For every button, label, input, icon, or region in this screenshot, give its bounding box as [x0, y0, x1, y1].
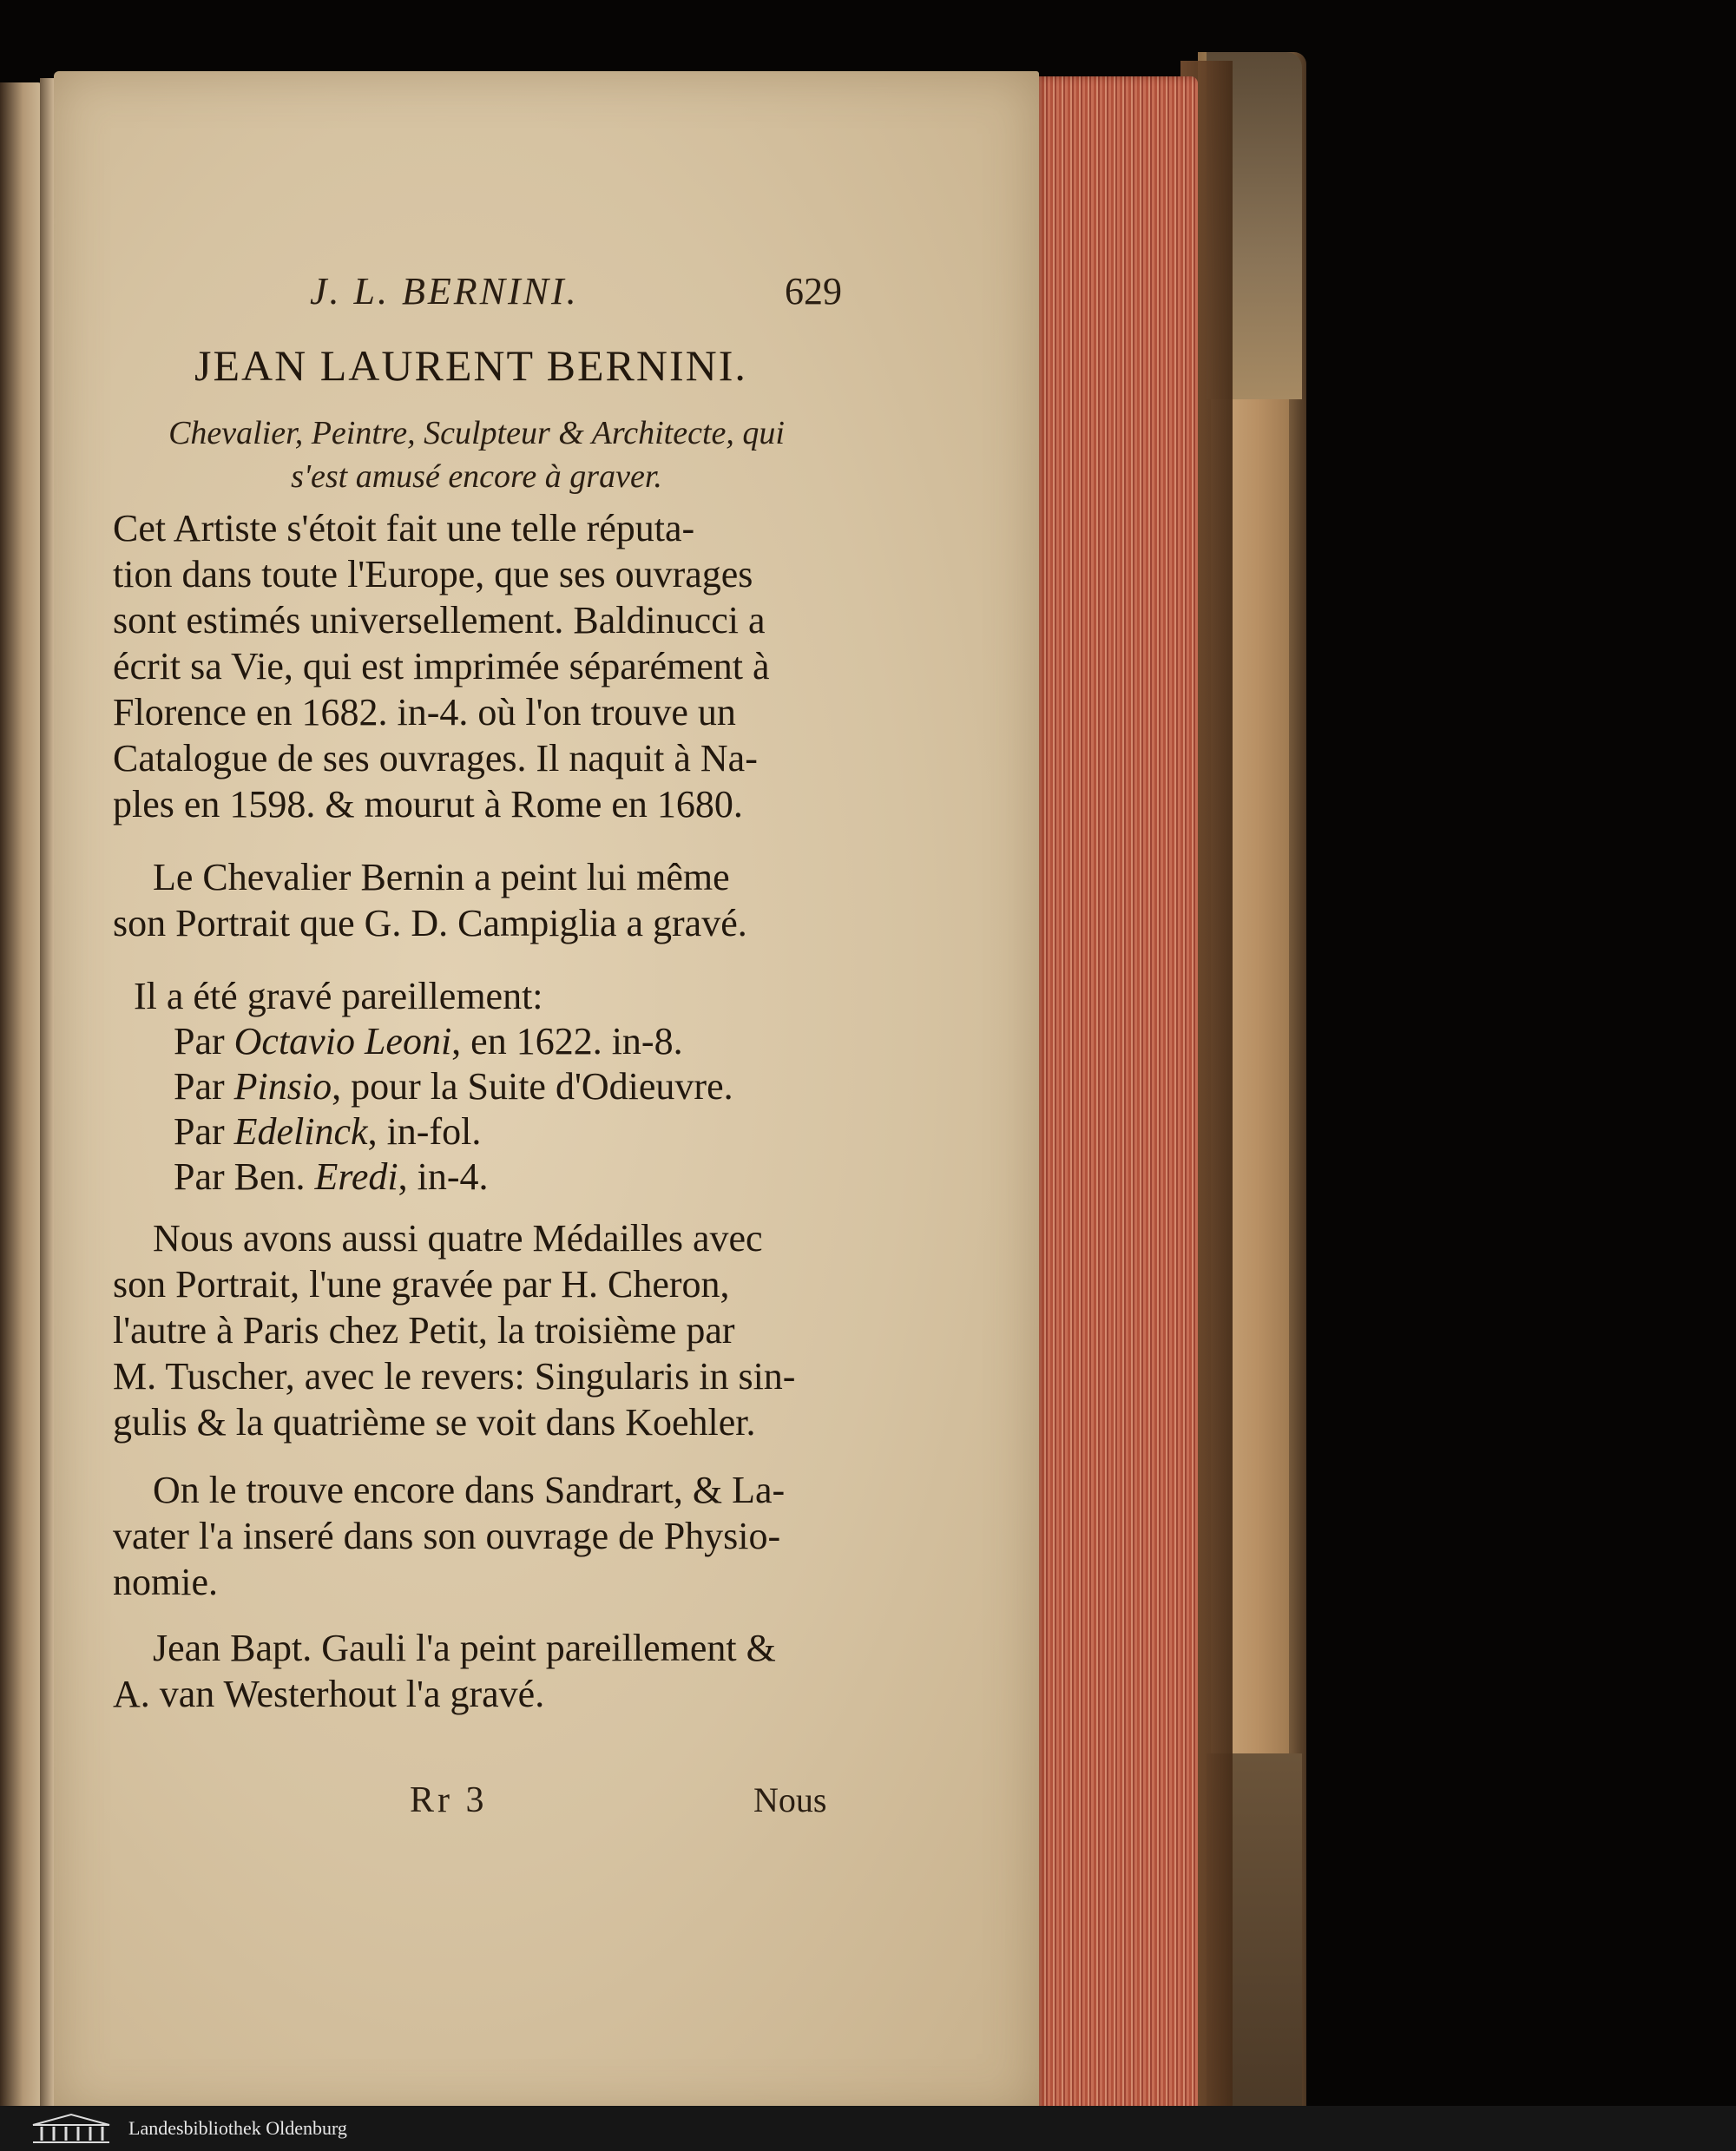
text-line: tion dans toute l'Europe, que ses ouvrages: [113, 553, 753, 595]
engraving-item: Par Ben. Eredi, in-4.: [174, 1155, 489, 1198]
page-block-red-edge: [1033, 76, 1198, 2121]
text-line: écrit sa Vie, qui est imprimée séparément à: [113, 645, 770, 687]
text-line: l'autre à Paris chez Petit, la troisième par: [113, 1309, 735, 1352]
text-line: son Portrait que G. D. Campiglia a gravé.: [113, 902, 747, 944]
running-head: J. L. BERNINI.: [310, 270, 579, 312]
library-building-icon: [30, 2113, 113, 2144]
text-line: M. Tuscher, avec le revers: Singularis in sin-: [113, 1355, 796, 1398]
entry-title: JEAN LAURENT BERNINI.: [194, 341, 747, 390]
paragraph-medals: [113, 1215, 842, 1445]
text-line: vater l'a inseré dans son ouvrage de Physio-: [113, 1515, 781, 1557]
paragraph-gauli: [113, 1625, 842, 1717]
text-line: Catalogue de ses ouvrages. Il naquit à Na-: [113, 737, 758, 779]
previous-page-edge: [0, 82, 42, 2118]
entry-subtitle: [108, 411, 845, 498]
engraving-item: Par Pinsio, pour la Suite d'Odieuvre.: [174, 1065, 733, 1108]
footer-bar: [0, 2106, 1736, 2151]
catchword: Nous: [753, 1780, 827, 1819]
text-line: gulis & la quatrième se voit dans Koehler.: [113, 1401, 756, 1444]
signature-mark: Rr 3: [410, 1780, 488, 1820]
engraving-item: Par Octavio Leoni, en 1622. in-8.: [174, 1020, 683, 1062]
footer-label[interactable]: Landesbibliothek Oldenburg: [128, 2117, 347, 2139]
engravings-intro: Il a été gravé pareillement:: [134, 975, 543, 1017]
paragraph-self-portrait: [113, 854, 842, 946]
text-line: On le trouve encore dans Sandrart, & La-: [153, 1469, 786, 1511]
text-line: Jean Bapt. Gauli l'a peint pareillement &: [153, 1627, 776, 1669]
engraving-item: Par Edelinck, in-fol.: [174, 1110, 482, 1153]
paragraph-sandrart: [113, 1467, 842, 1605]
subtitle-line-2: s'est amusé encore à graver.: [291, 458, 662, 495]
text-line: son Portrait, l'une gravée par H. Cheron,: [113, 1263, 730, 1306]
page-629: [54, 71, 1039, 2116]
text-line: sont estimés universellement. Baldinucci a: [113, 599, 766, 641]
text-line: A. van Westerhout l'a gravé.: [113, 1673, 545, 1715]
text-line: ples en 1598. & mourut à Rome en 1680.: [113, 783, 743, 826]
text-line: Florence en 1682. in-4. où l'on trouve un: [113, 691, 736, 733]
text-line: Le Chevalier Bernin a peint lui même: [153, 856, 730, 898]
page-number: 629: [785, 270, 842, 312]
paragraph-biography: [113, 505, 842, 827]
text-line: nomie.: [113, 1561, 218, 1603]
subtitle-line-1: Chevalier, Peintre, Sculpteur & Architecte, qui: [168, 415, 785, 451]
text-line: Cet Artiste s'étoit fait une telle réputa-: [113, 507, 695, 549]
text-line: Nous avons aussi quatre Médailles avec: [153, 1217, 763, 1260]
